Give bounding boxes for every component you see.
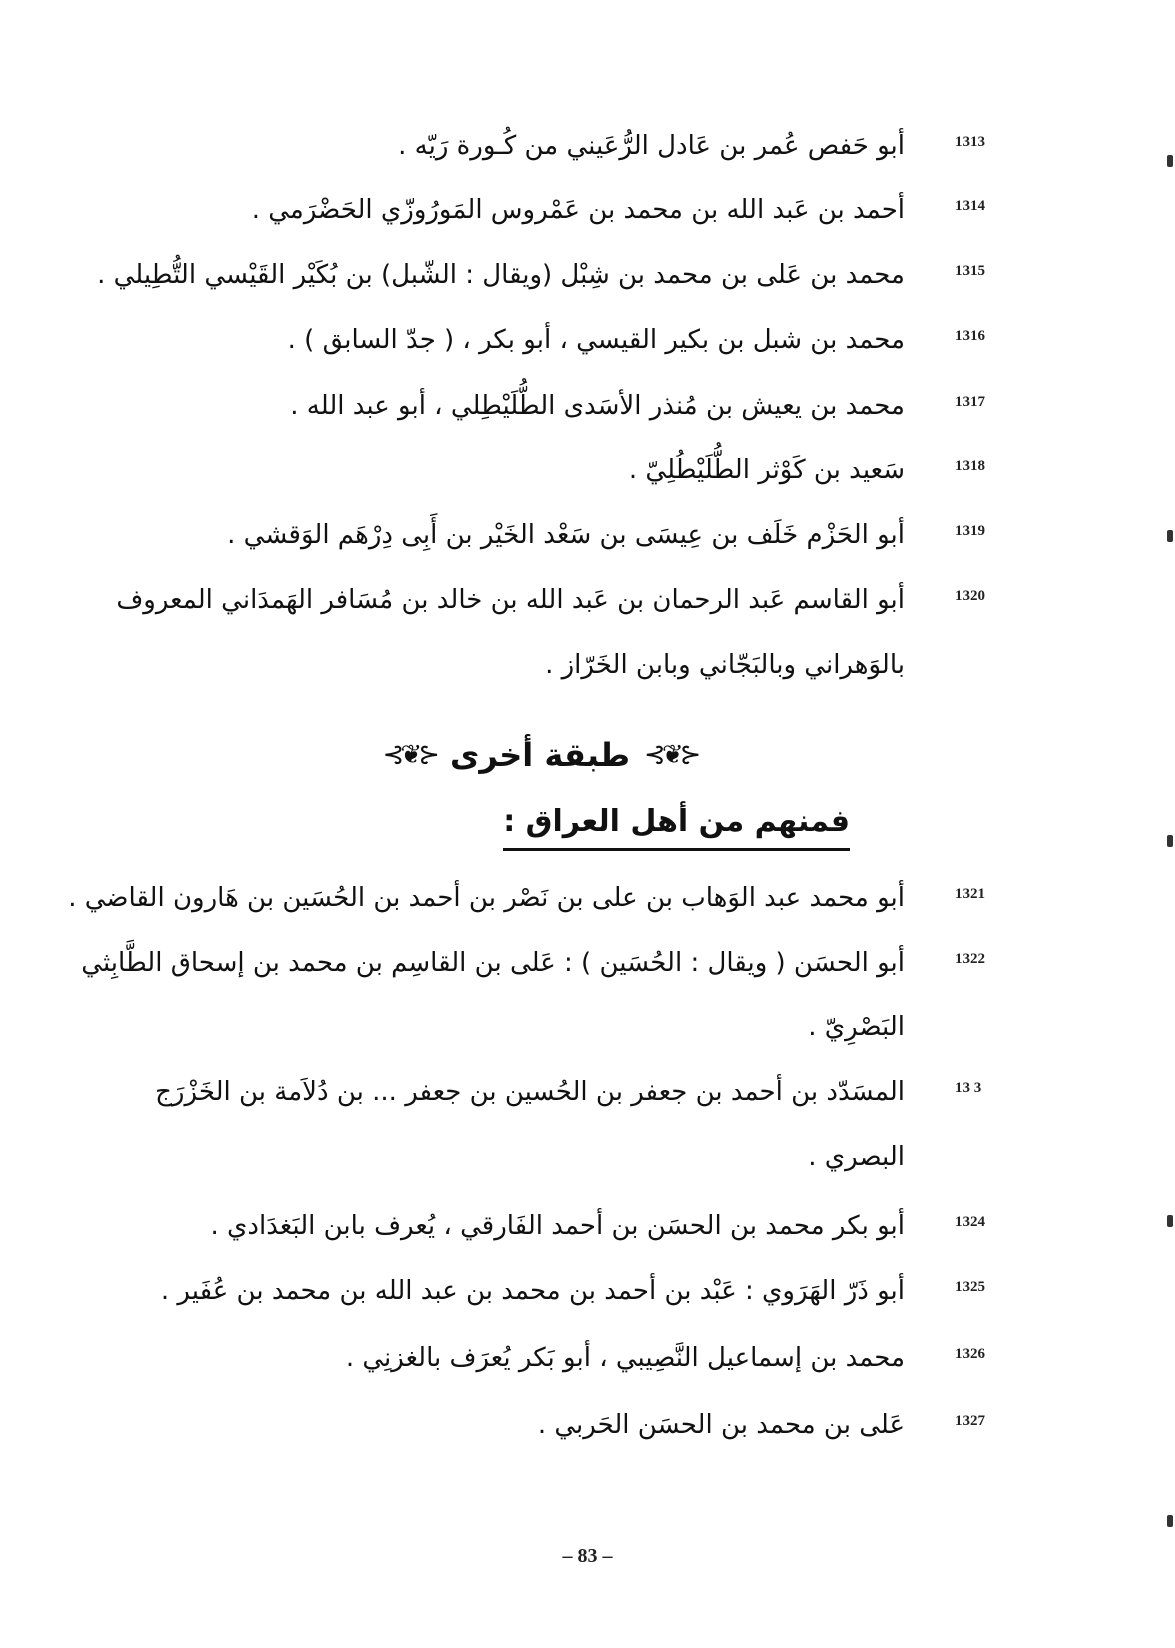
list-item (0, 1395, 1175, 1455)
list-item (0, 570, 1175, 630)
ornament-icon: ⊰❦⊱ (382, 740, 436, 770)
entry-number: 1317 (955, 394, 985, 410)
scan-mark-icon (1167, 530, 1173, 542)
entry-number: 1321 (955, 886, 985, 902)
section-heading (300, 725, 780, 785)
list-item (0, 376, 1175, 436)
entry-continuation: بالوَهراني وبالبَجّاني وبابن الخَرّاز . (545, 650, 905, 680)
entry-text: أبو بكر محمد بن الحسَن بن أحمد الفَارقي ، يُعرف بابن البَغدَادي . (210, 1211, 905, 1241)
entry-text: أبو محمد عبد الوَهاب بن على بن نَصْر بن أحمد بن الحُسَين بن هَارون القاضي . (68, 883, 905, 913)
list-item (0, 1328, 1175, 1388)
list-item (0, 868, 1175, 928)
entry-number: 1313 (955, 134, 985, 150)
entry-number: 1316 (955, 328, 985, 344)
entry-continuation: البصري . (808, 1142, 905, 1172)
list-item (0, 1261, 1175, 1321)
entry-number: 13 3 (955, 1080, 982, 1096)
entry-text: أبو حَفص عُمر بن عَادل الرُّعَيني من كُـورة رَيّه . (398, 131, 905, 161)
entry-number: 1324 (955, 1214, 985, 1230)
subheading: فمنهم من أهل العراق : (503, 800, 850, 851)
list-item (0, 1196, 1175, 1256)
list-item (0, 310, 1175, 370)
scan-mark-icon (1167, 1215, 1173, 1227)
entry-text: محمد بن يعيش بن مُنذر الأسَدى الطُّلَيْطِلي ، أبو عبد الله . (290, 391, 905, 421)
entry-number: 1325 (955, 1279, 985, 1295)
ornament-icon: ⊰❦⊱ (644, 740, 698, 770)
list-item (0, 440, 1175, 500)
entry-text: أبو الحَزْم خَلَف بن عِيسَى بن سَعْد الخَيْر بن أَبِى دِرْهَم الوَقشي . (227, 520, 905, 550)
entry-text: عَلى بن محمد بن الحسَن الحَربي . (537, 1410, 905, 1440)
entry-continuation: البَصْرِيّ . (808, 1012, 905, 1042)
entry-text: أبو ذَرّ الهَرَوي : عَبْد بن أحمد بن محمد بن عبد الله بن محمد بن عُفَير . (160, 1276, 905, 1306)
entry-text: سَعيد بن كَوْثر الطُّلَيْطُلِيّ . (628, 455, 905, 485)
entry-number: 1320 (955, 588, 985, 604)
scan-mark-icon (1167, 835, 1173, 847)
entry-text: أحمد بن عَبد الله بن محمد بن عَمْروس المَورُوزّي الحَضْرَمي . (251, 195, 905, 225)
entry-text: محمد بن إسماعيل النَّصِيبي ، أبو بَكر يُعرَف بالغزنِي . (345, 1343, 905, 1373)
entry-text: محمد بن عَلى بن محمد بن شِبْل (ويقال : الشّبل) بن بُكَيْر القَيْسي التُّطِيلي . (97, 260, 905, 290)
entry-text: المسَدّد بن أحمد بن جعفر بن الحُسين بن جعفر ... بن دُلاَمة بن الخَزْرَج (155, 1077, 905, 1107)
scan-mark-icon (1167, 155, 1173, 167)
entry-text: أبو القاسم عَبد الرحمان بن عَبد الله بن خالد بن مُسَافر الهَمدَاني المعروف (116, 585, 905, 615)
list-item (0, 505, 1175, 565)
entry-number: 1314 (955, 198, 985, 214)
entry-number: 1322 (955, 951, 985, 967)
entry-number: 1315 (955, 263, 985, 279)
list-item (0, 116, 1175, 176)
entry-text: محمد بن شبل بن بكير القيسي ، أبو بكر ، ( جدّ السابق ) . (287, 325, 905, 355)
entry-number: 1327 (955, 1413, 985, 1429)
entry-text: أبو الحسَن ( ويقال : الحُسَين ) : عَلى بن القاسِم بن محمد بن إسحاق الطَّابِثي (81, 948, 905, 978)
entry-number: 1318 (955, 458, 985, 474)
page-number: – 83 – (562, 1545, 613, 1567)
list-item (0, 245, 1175, 305)
list-item (0, 180, 1175, 240)
list-item (0, 933, 1175, 993)
entry-number: 1319 (955, 523, 985, 539)
section-title: طبقة أخرى (449, 736, 631, 774)
list-item (0, 1062, 1175, 1122)
scan-mark-icon (1167, 1515, 1173, 1527)
entry-number: 1326 (955, 1346, 985, 1362)
